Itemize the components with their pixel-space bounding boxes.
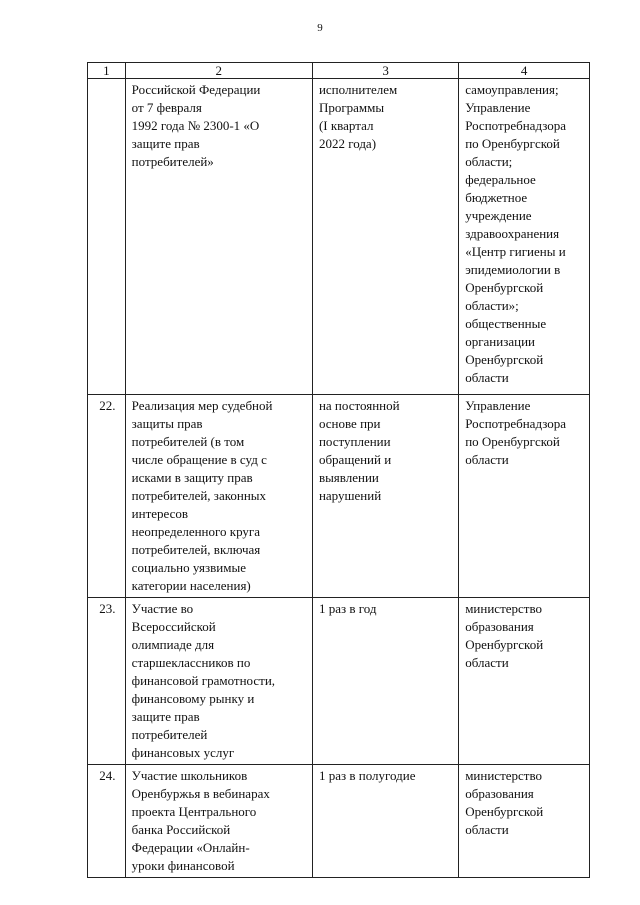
- action-cell: Участие во Всероссийской олимпиаде для старшеклассников по финансовой грамотности, финансовому рынку и защите прав потребителей финансовых услуг: [125, 598, 312, 765]
- page-number: 9: [317, 22, 323, 34]
- responsible-cell: министерство образования Оренбургской области: [459, 598, 590, 765]
- table-row: [88, 765, 590, 878]
- action-cell: Участие школьников Оренбуржья в вебинарах проекта Центрального банка Российской Федерации «Онлайн- уроки финансовой: [125, 765, 312, 878]
- responsible-cell: министерство образования Оренбургской области: [459, 765, 590, 878]
- action-cell: Реализация мер судебной защиты прав потребителей (в том числе обращение в суд с исками в защиту прав потребителей, законных интересов неопределенного круга потребителей, включая социально уязвимые категории населения): [125, 395, 312, 598]
- row-number: [88, 79, 126, 395]
- column-number-3: 3: [312, 63, 458, 79]
- row-number: 23.: [88, 598, 126, 765]
- term-cell: на постоянной основе при поступлении обращений и выявлении нарушений: [312, 395, 458, 598]
- table-row: [88, 395, 590, 598]
- column-number-4: 4: [459, 63, 590, 79]
- row-number: 22.: [88, 395, 126, 598]
- responsible-cell: самоуправления; Управление Роспотребнадзора по Оренбургской области; федеральное бюджетное учреждение здравоохранения «Центр гигиены и эпидемиологии в Оренбургской области»; общественные организации Оренбургской области: [459, 79, 590, 395]
- table-header-row: [88, 63, 590, 79]
- column-number-1: 1: [88, 63, 126, 79]
- term-cell: 1 раз в полугодие: [312, 765, 458, 878]
- responsible-cell: Управление Роспотребнадзора по Оренбургской области: [459, 395, 590, 598]
- term-cell: исполнителем Программы (I квартал 2022 года): [312, 79, 458, 395]
- row-number: 24.: [88, 765, 126, 878]
- program-table: [87, 62, 590, 878]
- table-row: [88, 598, 590, 765]
- table-row: [88, 79, 590, 395]
- term-cell: 1 раз в год: [312, 598, 458, 765]
- column-number-2: 2: [125, 63, 312, 79]
- action-cell: Российской Федерации от 7 февраля 1992 года № 2300-1 «О защите прав потребителей»: [125, 79, 312, 395]
